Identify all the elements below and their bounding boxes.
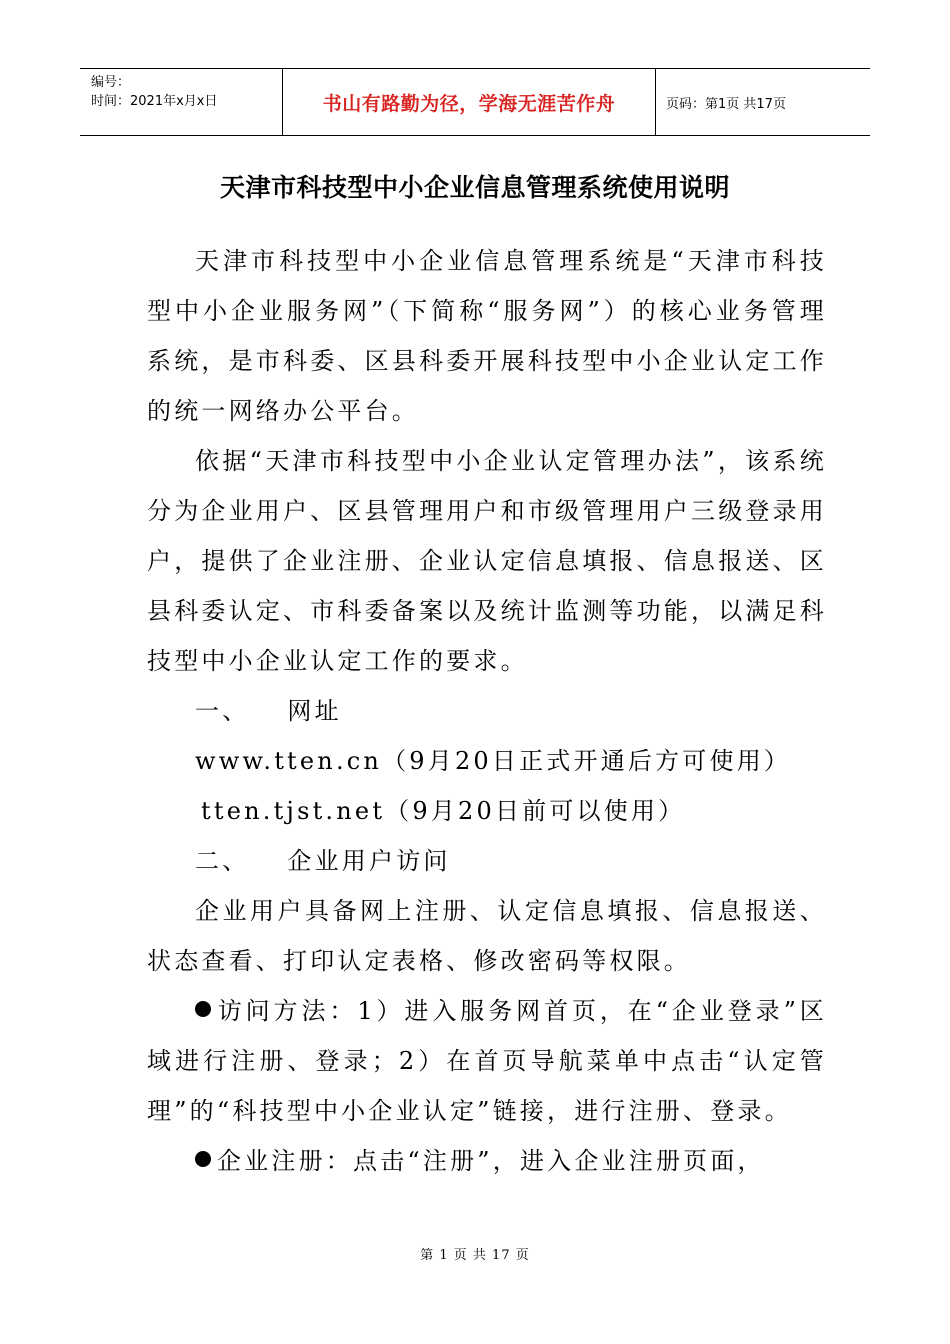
section-heading-2	[147, 836, 827, 886]
document-body	[147, 236, 827, 1186]
bullet-access-method	[147, 986, 827, 1136]
section-number: 二、	[195, 847, 250, 875]
bullet-icon	[195, 1001, 211, 1017]
number-label: 编号：	[91, 75, 131, 90]
header-page-info: 页码：第1页 共17页	[666, 96, 786, 112]
time-label: 时间：2021年x月x日	[91, 94, 218, 109]
section-title: 企业用户访问	[287, 847, 451, 875]
system-paragraph: 依据“天津市科技型中小企业认定管理办法”，该系统分为企业用户、区县管理用户和市级管理用户三级登录用户，提供了企业注册、企业认定信息填报、信息报送、区县科委认定、市科委备案以及统计监测等功能，以满足科技型中小企业认定工作的要求。	[147, 447, 827, 675]
document-title: 天津市科技型中小企业信息管理系统使用说明	[219, 173, 730, 202]
section-number: 一、	[195, 697, 250, 725]
header-motto: 书山有路勤为径，学海无涯苦作舟	[283, 69, 656, 135]
intro-paragraph: 天津市科技型中小企业信息管理系统是“天津市科技型中小企业服务网”（下简称“服务网”）的核心业务管理系统，是市科委、区县科委开展科技型中小企业认定工作的统一网络办公平台。	[147, 247, 827, 425]
bullet-text: 企业注册：点击“注册”，进入企业注册页面，	[217, 1147, 765, 1175]
bullet-text: 访问方法：1）进入服务网首页，在“企业登录”区域进行注册、登录；2）在首页导航菜单中点击“认定管理”的“科技型中小企业认定”链接，进行注册、登录。	[147, 997, 827, 1125]
bullet-icon	[195, 1151, 211, 1167]
header-meta	[80, 69, 283, 135]
bullet-registration	[147, 1136, 827, 1186]
url-line-1: www.tten.cn（9月20日正式开通后方可使用）	[195, 747, 792, 775]
url-line-2: tten.tjst.net（9月20日前可以使用）	[201, 797, 686, 825]
page-footer: 第 1 页 共 17 页	[420, 1248, 530, 1263]
user-permission-paragraph: 企业用户具备网上注册、认定信息填报、信息报送、状态查看、打印认定表格、修改密码等权限。	[147, 897, 827, 975]
document-header	[80, 68, 870, 136]
section-heading-1	[147, 686, 827, 736]
section-title: 网址	[287, 697, 342, 725]
